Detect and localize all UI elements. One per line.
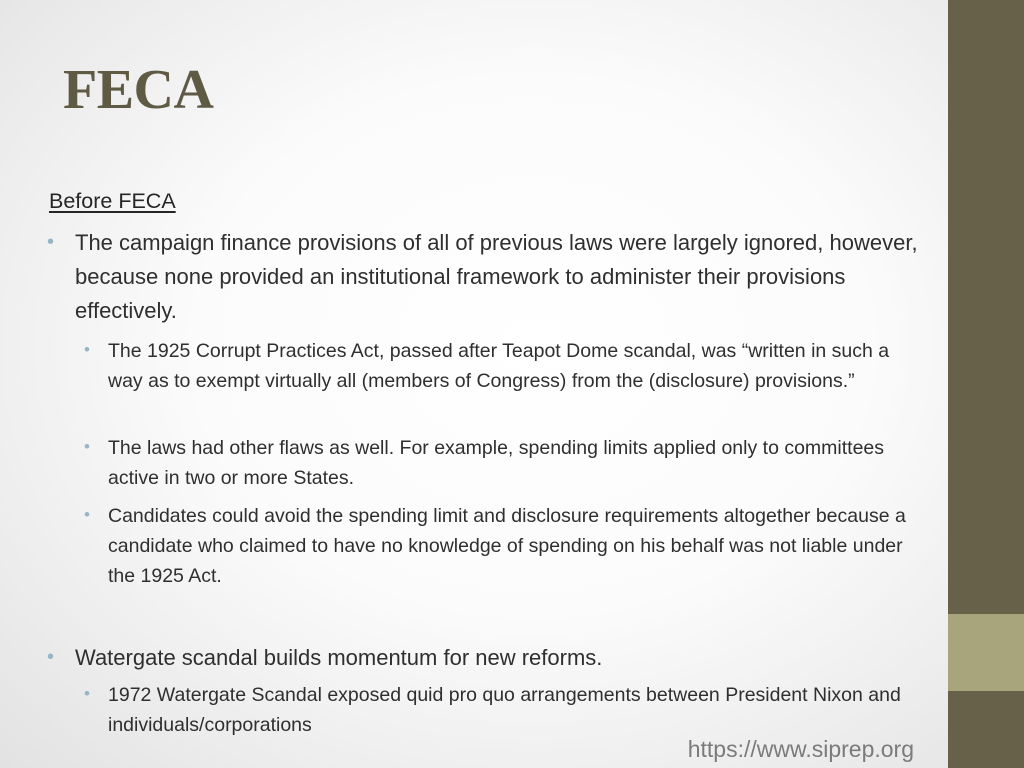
sub-bullet-item xyxy=(84,336,923,396)
bullet-dot-icon: • xyxy=(84,684,90,703)
bullet-text: The campaign finance provisions of all of previous laws were largely ignored, however, because none provided an institutional framework to administer their provisions effectively. xyxy=(75,230,918,323)
bullet-item xyxy=(47,641,925,675)
sub-bullet-item xyxy=(84,501,923,591)
bullet-dot-icon: • xyxy=(47,646,55,668)
sub-bullet-item xyxy=(84,433,923,493)
source-url: https://www.siprep.org xyxy=(687,736,914,762)
sub-bullet-text: The laws had other flaws as well. For example, spending limits applied only to committees active in two or more States. xyxy=(108,437,885,489)
sub-bullet-item xyxy=(84,680,923,740)
sub-bullet-text: Candidates could avoid the spending limit and disclosure requirements altogether because a candidate who claimed to have no knowledge of spending on his behalf was not liable under the 1925 Act. xyxy=(108,505,906,587)
bullet-dot-icon: • xyxy=(84,505,90,524)
sub-bullet-text: 1972 Watergate Scandal exposed quid pro quo arrangements between President Nixon and individuals/corporations xyxy=(108,684,901,736)
bullet-item xyxy=(47,226,925,328)
section-heading: Before FECA xyxy=(49,189,176,213)
slide-title: FECA xyxy=(63,59,214,121)
bullet-dot-icon: • xyxy=(84,340,90,359)
sub-bullet-text: The 1925 Corrupt Practices Act, passed after Teapot Dome scandal, was “written in such a way as to exempt virtually all (members of Congress) from the (disclosure) provisions.” xyxy=(108,340,890,392)
band-accent-block xyxy=(948,614,1024,691)
bullet-text: Watergate scandal builds momentum for new reforms. xyxy=(75,645,603,670)
bullet-dot-icon: • xyxy=(47,231,55,253)
right-decorative-band xyxy=(948,0,1024,768)
bullet-dot-icon: • xyxy=(84,437,90,456)
